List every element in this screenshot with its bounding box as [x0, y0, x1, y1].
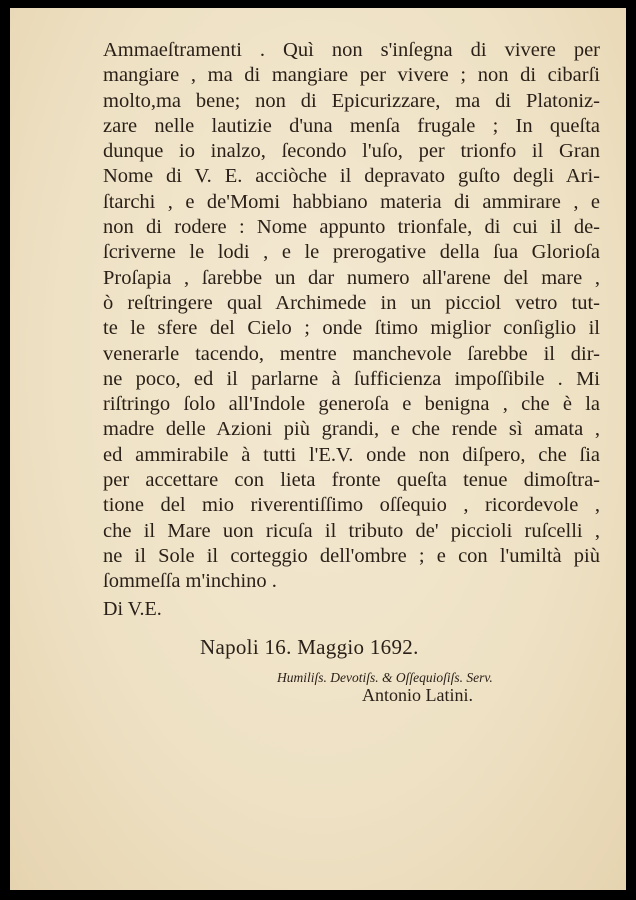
text-line: per accettare con lieta fronte queſta tenue dimoſtra- — [103, 469, 600, 492]
text-line: Ammaeſtramenti . Quì non s'inſegna di vivere per — [103, 39, 600, 61]
text-line: ed ammirabile à tutti l'E.V. onde non diſpero, che ſia — [103, 443, 600, 466]
text-line: ſommeſſa m'inchino . — [103, 570, 277, 593]
text-line: zare nelle lautizie d'una menſa frugale ; In queſta — [103, 114, 600, 137]
text-line: Proſapia , ſarebbe un dar numero all'arene del mare , — [103, 266, 600, 289]
text-line: madre delle Azioni più grandi, e che rende sì amata , — [103, 418, 600, 441]
dedication-paragraph — [103, 38, 600, 595]
text-line: ſcriverne le lodi , e le prerogative della ſua Glorioſa — [103, 241, 600, 264]
text-line: mangiare , ma di mangiare per vivere ; non di cibarſi — [103, 64, 600, 87]
text-line: riſtringo ſolo all'Indole generoſa e benigna , che è la — [103, 393, 600, 416]
humble-closing: Humiliſs. Devotiſs. & Oſſequioſiſs. Serv. — [277, 670, 493, 685]
text-line: te le sfere del Cielo ; onde ſtimo miglior conſiglio il — [103, 317, 600, 340]
text-line: dunque io inalzo, ſecondo l'uſo, per trionfo il Gran — [103, 140, 600, 163]
text-line: ò reſtringere qual Archimede in un picciol vetro tut- — [103, 291, 600, 314]
text-line: Nome di V. E. acciòche il depravato guſto degli Ari- — [103, 165, 600, 188]
text-line: non di rodere : Nome appunto trionfale, di cui il de- — [103, 216, 600, 239]
date-line: Napoli 16. Maggio 1692. — [200, 635, 419, 659]
text-line: che il Mare uon ricuſa il tributo de' piccioli ruſcelli , — [103, 519, 600, 542]
text-line: venerarle tacendo, mentre manchevole ſarebbe il dir- — [103, 342, 600, 365]
text-line: ne il Sole il corteggio dell'ombre ; e con l'umiltà più — [103, 544, 600, 567]
text-line: tione del mio riverentiſſimo oſſequio , ricordevole , — [103, 494, 600, 517]
text-line: ſtarchi , e de'Momi habbiano materia di ammirare , e — [103, 190, 600, 213]
salutation: Di V.E. — [103, 598, 162, 620]
signature: Antonio Latini. — [362, 685, 473, 705]
text-line: molto,ma bene; non di Epicurizzare, ma di Platoniz- — [103, 89, 600, 112]
text-line: ne poco, ed il parlarne à ſufficienza impoſſibile . Mi — [103, 367, 600, 390]
book-page — [10, 8, 626, 890]
